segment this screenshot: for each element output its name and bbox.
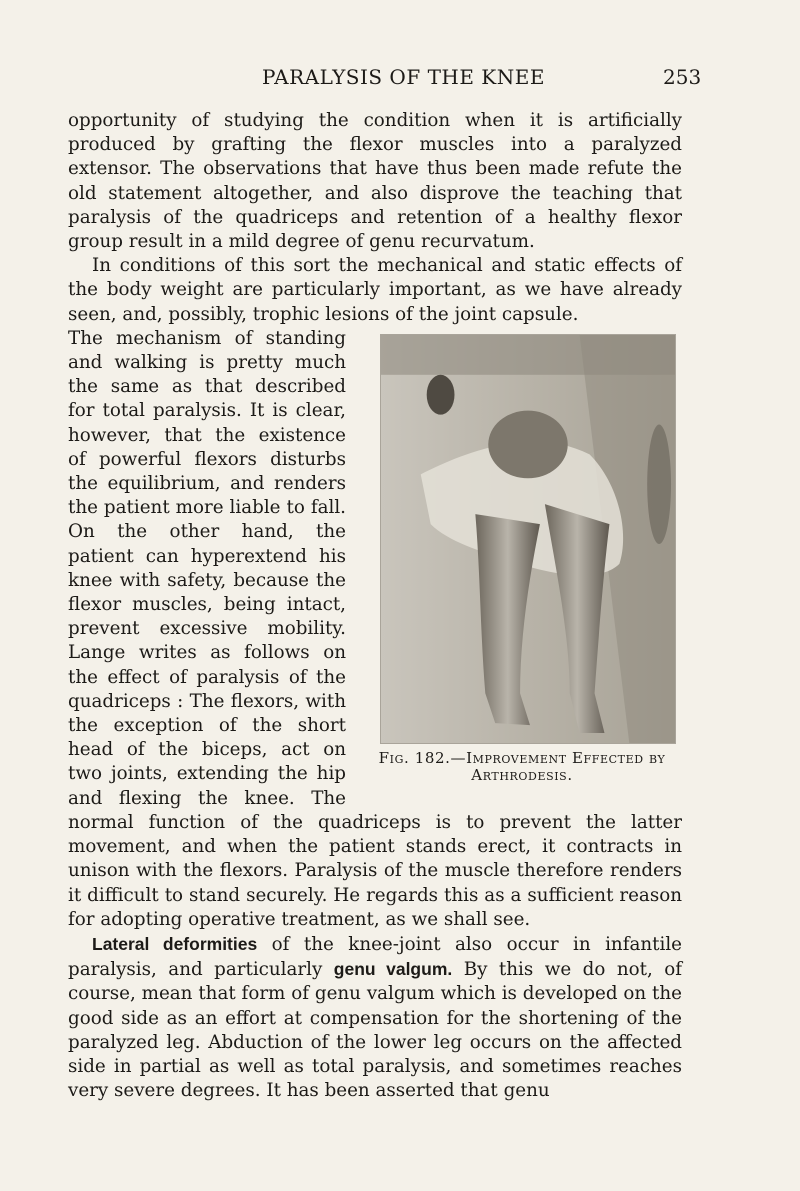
run-in-heading-lateral-deformities: Lateral deformities [92, 933, 258, 954]
paragraph-2-intro: In conditions of this sort the mechanical and static effects of the body weight are particularly important, as we have already seen, and, possibly, trophic lesions of the joint capsule. [68, 255, 682, 325]
body-text [68, 109, 682, 1103]
leg-photo-illustration [381, 335, 675, 743]
figure-photo [380, 334, 676, 744]
figure-caption [362, 750, 682, 784]
paragraph-3 [68, 932, 682, 1103]
paragraph-3-text-2: By this we do not, of course, mean that form of genu valgum which is developed on the good side as an effort at compensation for the shortening of the paralyzed leg. Abduction of the lower leg occurs on the affected side in partial as well as total paralysis, and sometimes reaches very severe degrees. It has been asserted that genu [68, 959, 682, 1102]
caption-line-2: Arthrodesis. [471, 765, 573, 784]
paragraph-1: opportunity of studying the condition when it is artificially produced by grafting the flexor muscles into a paralyzed extensor. The observations that have thus been made refute the old statement altogether, and also disprove the teaching that paralysis of the quadriceps and retention of a healthy flexor group result in a mild degree of genu recurvatum. [68, 110, 682, 253]
figure-182 [362, 334, 682, 784]
page-header [0, 60, 800, 100]
run-in-heading-genu-valgum: genu valgum. [333, 959, 453, 980]
paragraph-2-rest: The mechanism of standing and walking is pretty much the same as that described for total paralysis. It is clear, however, that the existence of powerful flexors disturbs the equilibrium, and renders the patient more liable to fall. On the other hand, the patient can hyperextend his knee with safety, because the flexor muscles, being intact, prevent excessive mobility. Lange writes as follows on the effect of paralysis of the quadriceps : The flexors, with the exception of the short head of the biceps, act on two joints, extending the hip and flexing the knee. The normal function of the quadriceps is to prevent the latter movement, and when the patient stands erect, it contracts in unison with the flexors. Paralysis of the muscle therefore renders it difficult to stand securely. He regards this as a sufficient reason for adopting operative treatment, as we shall see. [68, 327, 682, 930]
caption-line-1: Fig. 182.—Improvement Effected by [378, 748, 666, 767]
running-title: PARALYSIS OF THE KNEE [262, 65, 545, 89]
page-number: 253 [663, 65, 702, 89]
paragraph-3-text-1: of the knee-joint also occur in infantile paralysis, and particularly [68, 933, 683, 981]
